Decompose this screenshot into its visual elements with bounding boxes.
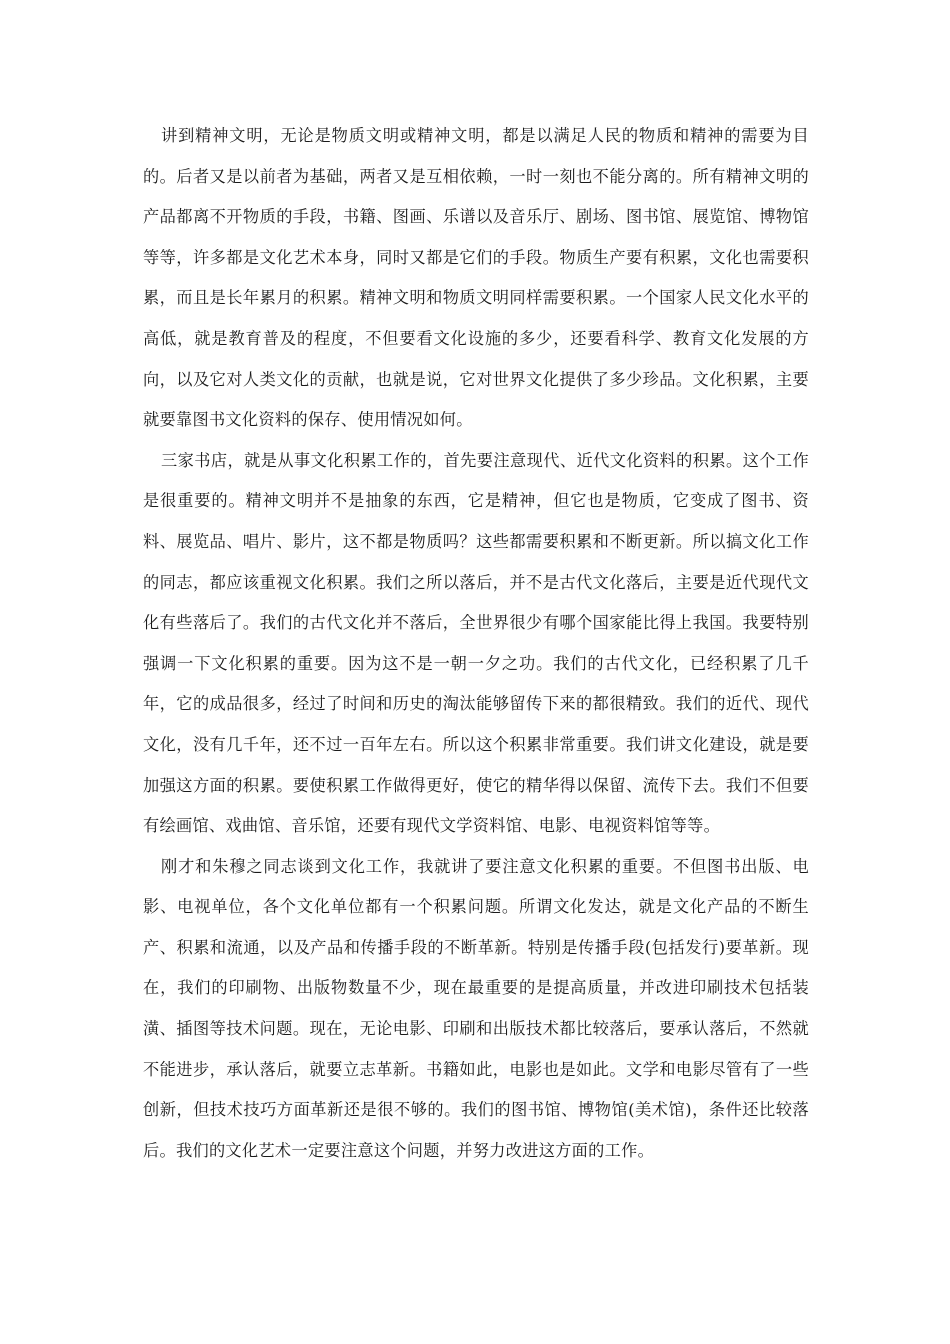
document-body [143,116,809,1171]
paragraph-3: 刚才和朱穆之同志谈到文化工作，我就讲了要注意文化积累的重要。不但图书出版、电影、电视单位，各个文化单位都有一个积累问题。所谓文化发达，就是文化产品的不断生产、积累和流通，以及产品和传播手段的不断革新。特别是传播手段(包括发行)要革新。现在，我们的印刷物、出版物数量不少，现在最重要的是提高质量，并改进印刷技术包括装潢、插图等技术问题。现在，无论电影、印刷和出版技术都比较落后，要承认落后，不然就不能进步，承认落后，就要立志革新。书籍如此，电影也是如此。文学和电影尽管有了一些创新，但技术技巧方面革新还是很不够的。我们的图书馆、博物馆(美术馆)，条件还比较落后。我们的文化艺术一定要注意这个问题，并努力改进这方面的工作。 [143,856,809,1160]
paragraph-2: 三家书店，就是从事文化积累工作的，首先要注意现代、近代文化资料的积累。这个工作是很重要的。精神文明并不是抽象的东西，它是精神，但它也是物质，它变成了图书、资料、展览品、唱片、影片，这不都是物质吗？这些都需要积累和不断更新。所以搞文化工作的同志，都应该重视文化积累。我们之所以落后，并不是古代文化落后，主要是近代现代文化有些落后了。我们的古代文化并不落后，全世界很少有哪个国家能比得上我国。我要特别强调一下文化积累的重要。因为这不是一朝一夕之功。我们的古代文化，已经积累了几千年，它的成品很多，经过了时间和历史的淘汰能够留传下来的都很精致。我们的近代、现代文化，没有几千年，还不过一百年左右。所以这个积累非常重要。我们讲文化建设，就是要加强这方面的积累。要使积累工作做得更好，使它的精华得以保留、流传下去。我们不但要有绘画馆、戏曲馆、音乐馆，还要有现代文学资料馆、电影、电视资料馆等等。 [143,450,809,836]
paragraph-1: 讲到精神文明，无论是物质文明或精神文明，都是以满足人民的物质和精神的需要为目的。后者又是以前者为基础，两者又是互相依赖，一时一刻也不能分离的。所有精神文明的产品都离不开物质的手段，书籍、图画、乐谱以及音乐厅、剧场、图书馆、展览馆、博物馆等等，许多都是文化艺术本身，同时又都是它们的手段。物质生产要有积累，文化也需要积累，而且是长年累月的积累。精神文明和物质文明同样需要积累。一个国家人民文化水平的高低，就是教育普及的程度，不但要看文化设施的多少，还要看科学、教育文化发展的方向，以及它对人类文化的贡献，也就是说，它对世界文化提供了多少珍品。文化积累，主要就要靠图书文化资料的保存、使用情况如何。 [143,126,809,430]
